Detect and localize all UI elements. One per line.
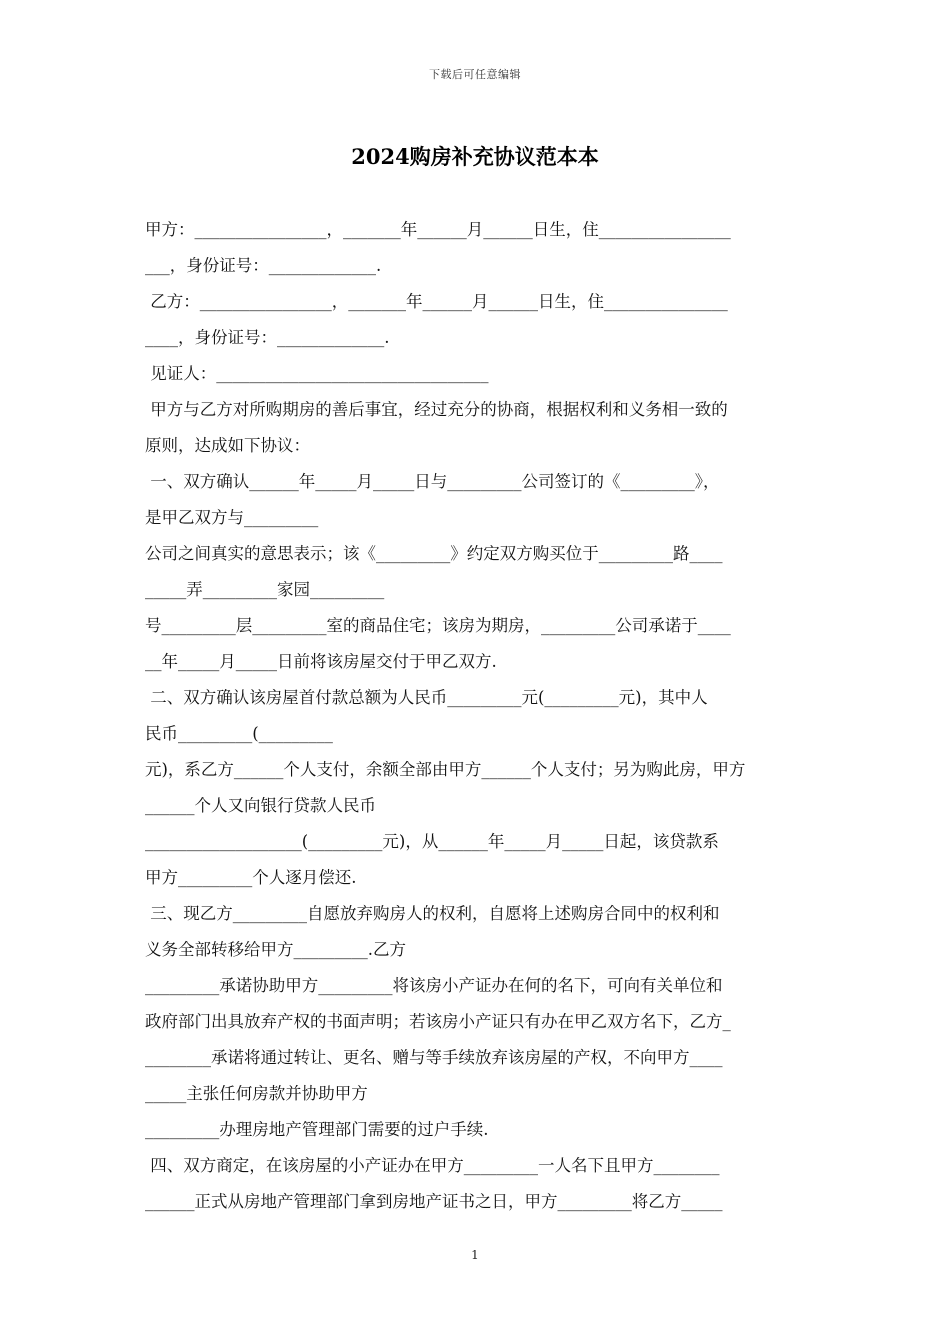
clause-2-line: 元)，系乙方______个人支付，余额全部由甲方______个人支付；另为购此房，甲方 [145, 760, 746, 779]
party-a-line: 甲方：________________，_______年______月______日生，住________________ [145, 220, 731, 239]
clause-4-line: ______正式从房地产管理部门拿到房地产证书之日，甲方_________将乙方_____ [145, 1192, 723, 1211]
clause-1-line: _____弄_________家园_________ [145, 580, 385, 599]
clause-2-line: ___________________(_________元)，从______年_____月_____日起，该贷款系 [145, 832, 719, 851]
clause-1-line: __年_____月_____日前将该房屋交付于甲乙双方. [145, 652, 497, 671]
clause-1-line: 一、双方确认______年_____月_____日与_________公司签订的《_________》， [145, 472, 720, 491]
clause-3-line: 政府部门出具放弃产权的书面声明；若该房小产证只有办在甲乙双方名下，乙方_ [145, 1012, 731, 1031]
party-b-id-line: ____，身份证号：_____________. [145, 328, 390, 347]
clause-3-line: _________办理房地产管理部门需要的过户手续. [145, 1120, 489, 1139]
clause-2-line: 民币_________(_________ [145, 724, 333, 743]
clause-3-line: _____主张任何房款并协助甲方 [145, 1084, 368, 1103]
witness-line: 见证人：_________________________________ [145, 364, 489, 383]
clause-2-line: 甲方_________个人逐月偿还. [145, 868, 357, 887]
agreement-body [145, 212, 805, 1220]
clause-2-line: 二、双方确认该房屋首付款总额为人民币_________元(_________元)，其中人 [145, 688, 708, 707]
preamble-line: 甲方与乙方对所购期房的善后事宜，经过充分的协商，根据权利和义务相一致的 [145, 400, 728, 419]
clause-3-line: _________承诺协助甲方_________将该房小产证办在何的名下，可向有关单位和 [145, 976, 723, 995]
party-a-id-line: ___，身份证号：_____________. [145, 256, 382, 275]
clause-4-line: 四、双方商定，在该房屋的小产证办在甲方_________一人名下且甲方________ [145, 1156, 720, 1175]
header-note: 下载后可任意编辑 [429, 68, 521, 81]
party-b-line: 乙方：________________，_______年______月______日生，住_______________ [145, 292, 728, 311]
document-title: 2024购房补充协议范本本 [351, 144, 599, 169]
clause-1-line: 是甲乙双方与_________ [145, 508, 319, 527]
clause-3-line: 三、现乙方_________自愿放弃购房人的权利，自愿将上述购房合同中的权利和 [145, 904, 720, 923]
clause-2-line: ______个人又向银行贷款人民币 [145, 796, 376, 815]
clause-3-line: 义务全部转移给甲方_________.乙方 [145, 940, 406, 959]
clause-1-line: 号_________层_________室的商品住宅；该房为期房，_________公司承诺于____ [145, 616, 731, 635]
page-number: 1 [471, 1248, 479, 1262]
preamble-line: 原则，达成如下协议： [145, 436, 310, 455]
clause-1-line: 公司之间真实的意思表示；该《_________》约定双方购买位于_________路____ [145, 544, 723, 563]
clause-3-line: ________承诺将通过转让、更名、赠与等手续放弃该房屋的产权，不向甲方____ [145, 1048, 723, 1067]
